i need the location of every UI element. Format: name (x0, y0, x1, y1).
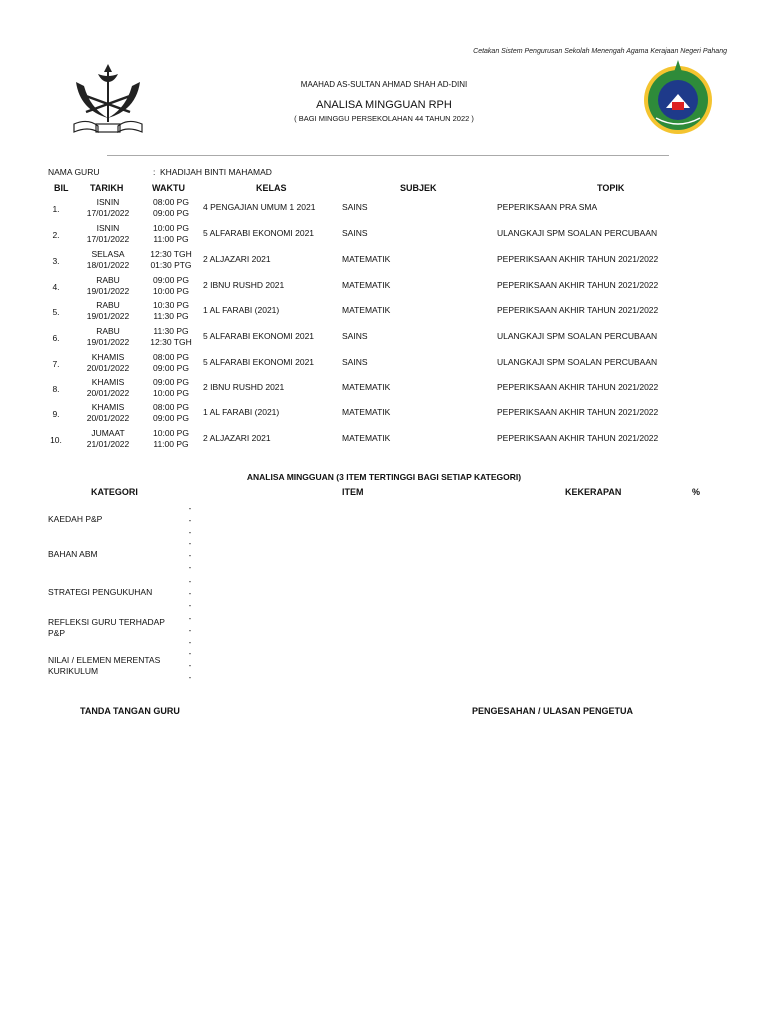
row-class: 1 AL FARABI (2021) (203, 407, 280, 417)
table-row (0, 275, 768, 301)
category-strategi: STRATEGI PENGUKUHAN (48, 587, 153, 597)
table-row (0, 377, 768, 403)
item-placeholder: - (188, 601, 192, 610)
row-time (144, 402, 198, 424)
table-row (0, 402, 768, 428)
row-bil: 4. (52, 282, 60, 292)
row-bil: 8. (52, 384, 60, 394)
row-time (144, 223, 198, 245)
row-date-value: 20/01/2022 (86, 413, 130, 423)
row-day: KHAMIS (91, 377, 125, 387)
table-row (0, 326, 768, 352)
row-class: 5 ALFARABI EKONOMI 2021 (203, 357, 315, 367)
row-date-value: 21/01/2022 (86, 439, 130, 449)
row-bil: 7. (52, 359, 60, 369)
row-topic: ULANGKAJI SPM SOALAN PERCUBAAN (497, 331, 658, 341)
school-name: MAAHAD AS-SULTAN AHMAD SHAH AD-DINI (300, 80, 468, 89)
table-row (0, 352, 768, 378)
category-bahan: BAHAN ABM (48, 549, 98, 559)
page-subtitle: ( BAGI MINGGU PERSEKOLAHAN 44 TAHUN 2022 ) (294, 114, 474, 123)
row-time-end: 09:00 PG (153, 413, 189, 423)
system-note: Cetakan Sistem Pengurusan Sekolah Menengah Agama Kerajaan Negeri Pahang (473, 48, 727, 55)
row-time (144, 249, 198, 271)
row-date (76, 275, 140, 297)
row-date-value: 20/01/2022 (86, 388, 130, 398)
teacher-colon: : (153, 167, 156, 177)
row-topic: ULANGKAJI SPM SOALAN PERCUBAAN (497, 357, 658, 367)
col-header-kategori: KATEGORI (91, 487, 138, 497)
item-placeholder: - (188, 649, 192, 658)
category-refleksi: REFLEKSI GURU TERHADAP P&P (48, 617, 165, 638)
col-header-waktu: WAKTU (152, 183, 185, 193)
row-time-start: 09:00 PG (153, 377, 189, 387)
row-time-start: 10:00 PG (153, 428, 189, 438)
row-day: KHAMIS (91, 352, 125, 362)
row-time-start: 10:00 PG (153, 223, 189, 233)
row-topic: ULANGKAJI SPM SOALAN PERCUBAAN (497, 228, 658, 238)
row-time-start: 08:00 PG (153, 352, 189, 362)
row-date-value: 19/01/2022 (86, 337, 130, 347)
row-subject: SAINS (342, 228, 368, 238)
row-time (144, 352, 198, 374)
col-header-percent: % (692, 487, 701, 497)
category-strategi-items (186, 576, 194, 612)
row-date (76, 249, 140, 271)
table-row (0, 300, 768, 326)
col-header-kekerapan: KEKERAPAN (565, 487, 622, 497)
row-topic: PEPERIKSAAN AKHIR TAHUN 2021/2022 (497, 382, 659, 392)
row-date-value: 19/01/2022 (86, 311, 130, 321)
row-day: JUMAAT (91, 428, 125, 438)
item-placeholder: - (188, 504, 192, 513)
row-date-value: 18/01/2022 (86, 260, 130, 270)
row-time-start: 11:30 PG (153, 326, 189, 336)
col-header-topik: TOPIK (597, 183, 625, 193)
row-time-start: 12:30 TGH (150, 249, 192, 259)
item-placeholder: - (188, 589, 192, 598)
row-subject: MATEMATIK (342, 407, 391, 417)
row-class: 1 AL FARABI (2021) (203, 305, 280, 315)
row-subject: MATEMATIK (342, 305, 391, 315)
page-title: ANALISA MINGGUAN RPH (316, 99, 452, 111)
row-time-end: 09:00 PG (153, 208, 189, 218)
category-bahan-items (186, 538, 194, 574)
item-placeholder: - (188, 563, 192, 572)
table-row (0, 223, 768, 249)
row-time (144, 197, 198, 219)
category-nilai-items (186, 648, 194, 684)
row-day: ISNIN (96, 223, 120, 233)
row-class: 5 ALFARABI EKONOMI 2021 (203, 228, 315, 238)
row-time (144, 275, 198, 297)
row-bil: 1. (52, 204, 60, 214)
table-row (0, 197, 768, 223)
row-topic: PEPERIKSAAN PRA SMA (497, 202, 598, 212)
school-crest-icon (642, 58, 714, 138)
row-time-end: 12:30 TGH (150, 337, 192, 347)
row-class: 2 IBNU RUSHD 2021 (203, 382, 285, 392)
row-day: RABU (96, 275, 120, 285)
row-time (144, 377, 198, 399)
row-class: 4 PENGAJIAN UMUM 1 2021 (203, 202, 316, 212)
row-date (76, 326, 140, 348)
row-date (76, 197, 140, 219)
item-placeholder: - (188, 673, 192, 682)
category-nilai: NILAI / ELEMEN MERENTAS KURIKULUM (48, 655, 161, 676)
row-time-end: 10:00 PG (153, 388, 189, 398)
category-refleksi-items (186, 613, 194, 649)
item-placeholder: - (188, 626, 192, 635)
row-date (76, 377, 140, 399)
row-subject: SAINS (342, 202, 368, 212)
col-header-tarikh: TARIKH (90, 183, 124, 193)
row-subject: MATEMATIK (342, 280, 391, 290)
row-date (76, 428, 140, 450)
item-placeholder: - (188, 577, 192, 586)
row-time-end: 11:30 PG (153, 311, 189, 321)
item-placeholder: - (188, 539, 192, 548)
item-placeholder: - (188, 516, 192, 525)
row-topic: PEPERIKSAAN AKHIR TAHUN 2021/2022 (497, 280, 659, 290)
row-topic: PEPERIKSAAN AKHIR TAHUN 2021/2022 (497, 305, 659, 315)
col-header-bil: BIL (54, 183, 69, 193)
row-bil: 3. (52, 256, 60, 266)
row-date-value: 17/01/2022 (86, 208, 130, 218)
header-divider (107, 155, 669, 156)
col-header-item: ITEM (342, 487, 364, 497)
row-time-start: 08:00 PG (153, 197, 189, 207)
row-day: ISNIN (96, 197, 120, 207)
row-bil: 5. (52, 307, 60, 317)
row-time-end: 10:00 PG (153, 286, 189, 296)
category-kaedah: KAEDAH P&P (48, 514, 103, 524)
principal-signature-label: PENGESAHAN / ULASAN PENGETUA (472, 706, 634, 716)
row-bil: 6. (52, 333, 60, 343)
row-subject: MATEMATIK (342, 433, 391, 443)
row-class: 5 ALFARABI EKONOMI 2021 (203, 331, 315, 341)
row-time-start: 10:30 PG (153, 300, 189, 310)
row-date-value: 20/01/2022 (86, 363, 130, 373)
row-time-end: 09:00 PG (153, 363, 189, 373)
row-bil: 2. (52, 230, 60, 240)
row-date (76, 402, 140, 424)
row-date (76, 223, 140, 245)
row-topic: PEPERIKSAAN AKHIR TAHUN 2021/2022 (497, 407, 659, 417)
table-row (0, 249, 768, 275)
row-class: 2 ALJAZARI 2021 (203, 433, 271, 443)
row-day: RABU (96, 326, 120, 336)
teacher-name: KHADIJAH BINTI MAHAMAD (160, 167, 272, 177)
row-time (144, 428, 198, 450)
row-subject: SAINS (342, 331, 368, 341)
row-time-start: 08:00 PG (153, 402, 189, 412)
row-time-end: 11:00 PG (153, 439, 189, 449)
item-placeholder: - (188, 614, 192, 623)
row-time (144, 326, 198, 348)
row-subject: SAINS (342, 357, 368, 367)
row-date-value: 17/01/2022 (86, 234, 130, 244)
row-time-end: 11:00 PG (153, 234, 189, 244)
item-placeholder: - (188, 638, 192, 647)
category-kaedah-items (186, 503, 194, 539)
row-date (76, 352, 140, 374)
row-time-end: 01:30 PTG (150, 260, 192, 270)
col-header-kelas: KELAS (256, 183, 287, 193)
row-class: 2 ALJAZARI 2021 (203, 254, 271, 264)
row-day: RABU (96, 300, 120, 310)
row-subject: MATEMATIK (342, 254, 391, 264)
teacher-label: NAMA GURU (48, 167, 100, 177)
row-date (76, 300, 140, 322)
row-topic: PEPERIKSAAN AKHIR TAHUN 2021/2022 (497, 433, 659, 443)
row-date-value: 19/01/2022 (86, 286, 130, 296)
row-bil: 10. (50, 435, 62, 445)
row-time-start: 09:00 PG (153, 275, 189, 285)
analysis-title: ANALISA MINGGUAN (3 ITEM TERTINGGI BAGI SETIAP KATEGORI) (246, 472, 522, 482)
item-placeholder: - (188, 551, 192, 560)
row-subject: MATEMATIK (342, 382, 391, 392)
row-time (144, 300, 198, 322)
row-class: 2 IBNU RUSHD 2021 (203, 280, 285, 290)
row-topic: PEPERIKSAAN AKHIR TAHUN 2021/2022 (497, 254, 659, 264)
table-row (0, 428, 768, 454)
item-placeholder: - (188, 661, 192, 670)
item-placeholder: - (188, 528, 192, 537)
row-day: SELASA (91, 249, 125, 259)
col-header-subjek: SUBJEK (400, 183, 437, 193)
row-day: KHAMIS (91, 402, 125, 412)
row-bil: 9. (52, 409, 60, 419)
teacher-signature-label: TANDA TANGAN GURU (80, 706, 180, 716)
